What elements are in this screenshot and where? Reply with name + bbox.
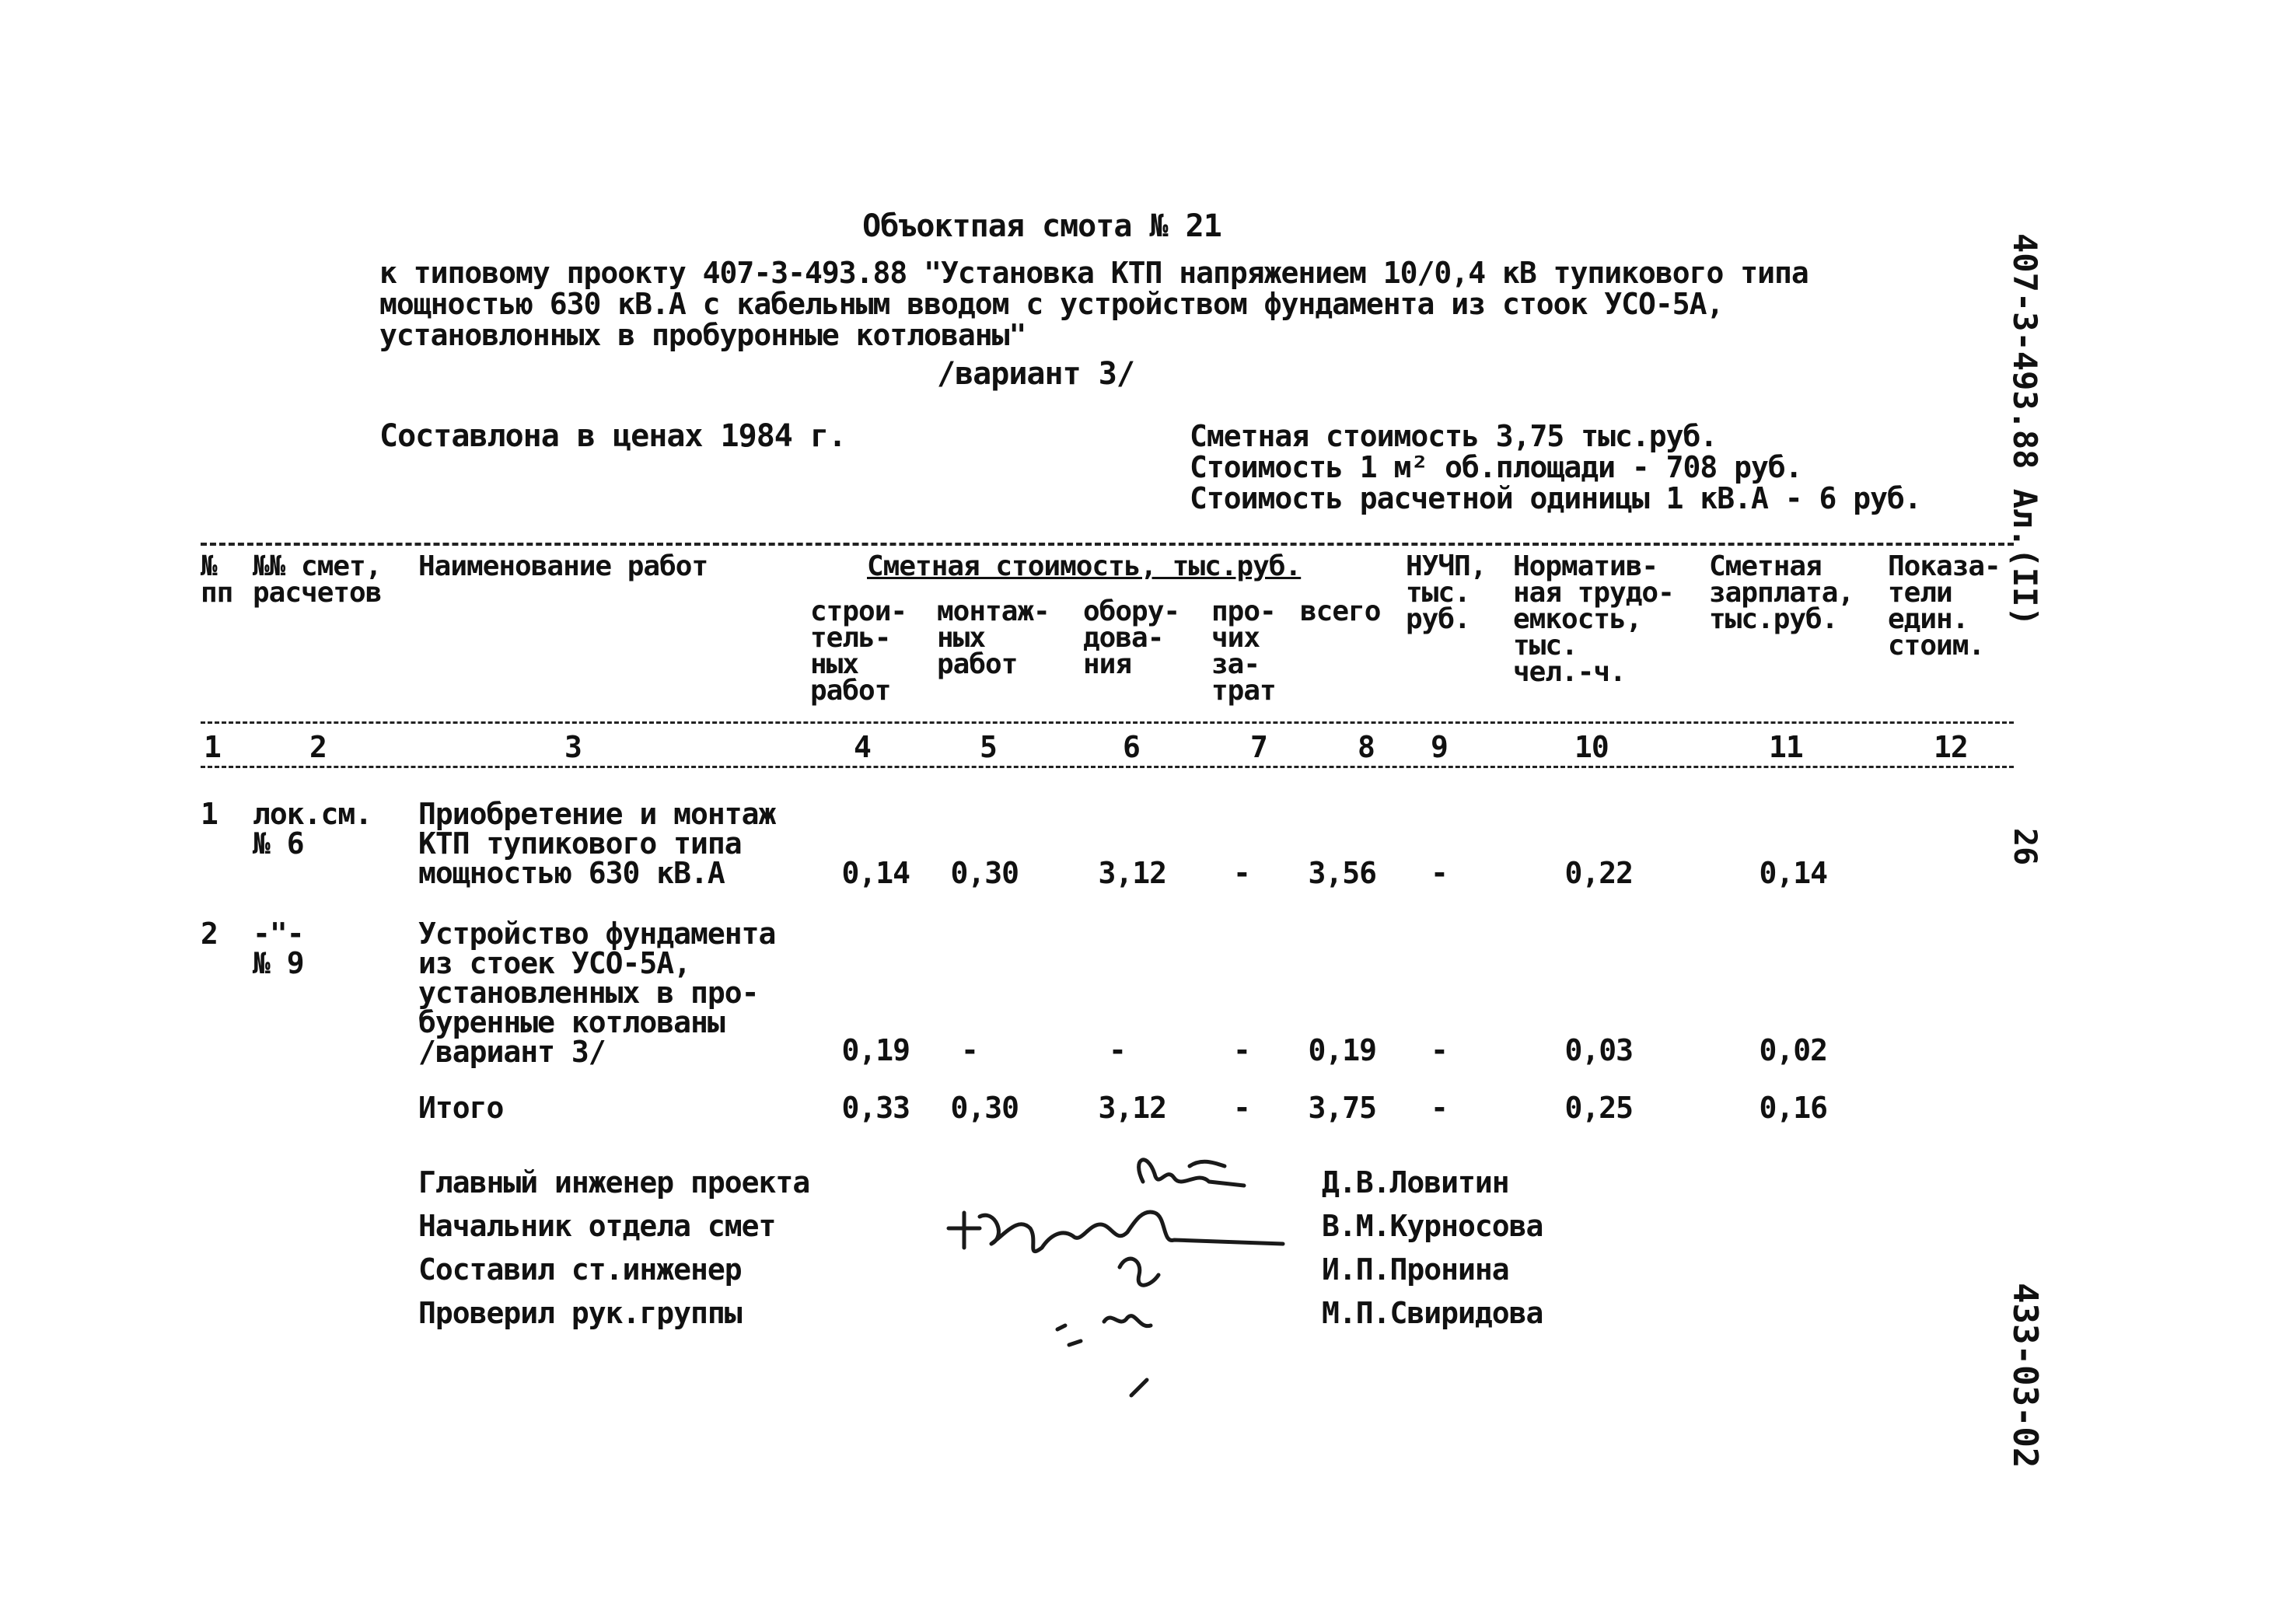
cost-line-1: Сметная стоимость 3,75 тыс.руб.: [1190, 419, 1718, 453]
row1-total: 3,56: [1308, 856, 1376, 890]
header-wages: Сметная зарплата, тыс.руб.: [1709, 550, 1854, 635]
total-total: 3,75: [1308, 1091, 1376, 1125]
signature-name-4: М.П.Свиридова: [1322, 1296, 1543, 1330]
row2-nuchp: -: [1431, 1033, 1448, 1067]
row2-name: Устройство фундамента из стоек УСО-5А, установленных в про- буренные котлованы /вариант 3/: [418, 917, 776, 1069]
row1-equipment: 3,12: [1098, 856, 1166, 890]
header-equipment: обору- дова- ния: [1083, 595, 1180, 680]
signature-role-2: Начальник отдела смет: [418, 1209, 776, 1243]
header-total: всего: [1300, 595, 1381, 627]
row1-num: 1: [201, 797, 218, 831]
document-title: Объоктпая смота № 21: [862, 208, 1221, 244]
variant-label: /вариант 3/: [937, 356, 1134, 392]
page-number: 26: [2007, 828, 2043, 866]
row2-construction: 0,19: [841, 1033, 910, 1067]
subtitle-line-3: установлонных в пробуронные котлованы": [379, 318, 1026, 352]
row1-construction: 0,14: [841, 856, 910, 890]
row2-ref: -"- № 9: [253, 917, 304, 980]
row2-labor: 0,03: [1564, 1033, 1633, 1067]
table-head-rule: [201, 721, 2014, 724]
total-other: -: [1233, 1091, 1250, 1125]
signature-role-4: Проверил рук.группы: [418, 1296, 742, 1330]
handwritten-signatures: [933, 1135, 1322, 1415]
row2-total: 0,19: [1308, 1033, 1376, 1067]
col-number-11: 11: [1769, 730, 1803, 764]
header-nuchp: НУЧП, тыс. руб.: [1406, 550, 1487, 635]
row1-labor: 0,22: [1564, 856, 1633, 890]
cost-line-2: Стоимость 1 м² об.площади - 708 руб.: [1190, 450, 1802, 484]
row2-other: -: [1233, 1033, 1250, 1067]
table-top-rule: [201, 543, 2014, 546]
total-wages: 0,16: [1759, 1091, 1827, 1125]
row2-wages: 0,02: [1759, 1033, 1827, 1067]
header-construction: строи- тель- ных работ: [810, 595, 907, 707]
row1-wages: 0,14: [1759, 856, 1827, 890]
header-num: № пп: [201, 550, 233, 609]
col-number-6: 6: [1123, 730, 1140, 764]
subtitle-line-1: к типовому проокту 407-3-493.88 "Установка КТП напряжением 10/0,4 кВ тупикового типа: [379, 256, 1808, 290]
row1-ref: лок.см. № 6: [253, 797, 372, 861]
col-number-3: 3: [564, 730, 582, 764]
total-installation: 0,30: [950, 1091, 1019, 1125]
signature-name-3: И.П.Пронина: [1322, 1252, 1509, 1287]
row1-installation: 0,30: [950, 856, 1019, 890]
col-number-10: 10: [1574, 730, 1609, 764]
total-label: Итого: [418, 1091, 504, 1125]
total-equipment: 3,12: [1098, 1091, 1166, 1125]
col-number-1: 1: [204, 730, 221, 764]
header-labor: Норматив- ная трудо- емкость, тыс. чел.-ч.: [1513, 550, 1674, 688]
bottom-code: 433-03-02: [2005, 1283, 2045, 1469]
signature-role-3: Составил ст.инженер: [418, 1252, 742, 1287]
signature-role-1: Главный инженер проекта: [418, 1165, 810, 1200]
header-installation: монтаж- ных работ: [937, 595, 1050, 680]
total-labor: 0,25: [1564, 1091, 1633, 1125]
header-cost-group: Сметная стоимость, тыс.руб.: [867, 550, 1302, 582]
col-number-4: 4: [854, 730, 871, 764]
signature-name-1: Д.В.Ловитин: [1322, 1165, 1509, 1200]
row2-num: 2: [201, 917, 218, 951]
prices-year: Составлона в ценах 1984 г.: [379, 418, 847, 454]
header-ref: №№ смет, расчетов: [253, 550, 382, 609]
row1-name: Приобретение и монтаж КТП тупикового типа мощностью 630 кВ.А: [418, 797, 776, 890]
cost-line-3: Стоимость расчетной одиницы 1 кВ.А - 6 руб.: [1190, 481, 1921, 515]
col-number-12: 12: [1934, 730, 1968, 764]
row2-installation: -: [961, 1033, 978, 1067]
header-name: Наименование работ: [418, 550, 708, 582]
side-code: 407-3-493.88 Ал.(II): [2006, 233, 2044, 627]
total-nuchp: -: [1431, 1091, 1448, 1125]
row2-equipment: -: [1109, 1033, 1126, 1067]
col-number-7: 7: [1250, 730, 1267, 764]
subtitle-line-2: мощностью 630 кВ.А с кабельным вводом с устройством фундамента из стоок УСО-5А,: [379, 287, 1724, 321]
signature-name-2: В.М.Курносова: [1322, 1209, 1543, 1243]
header-indicators: Показа- тели един. стоим.: [1888, 550, 2001, 662]
col-number-2: 2: [309, 730, 327, 764]
col-numbers-rule: [201, 766, 2014, 768]
header-other: про- чих за- трат: [1211, 595, 1276, 707]
row1-other: -: [1233, 856, 1250, 890]
col-number-8: 8: [1358, 730, 1375, 764]
total-construction: 0,33: [841, 1091, 910, 1125]
row1-nuchp: -: [1431, 856, 1448, 890]
col-number-9: 9: [1431, 730, 1448, 764]
col-number-5: 5: [980, 730, 997, 764]
